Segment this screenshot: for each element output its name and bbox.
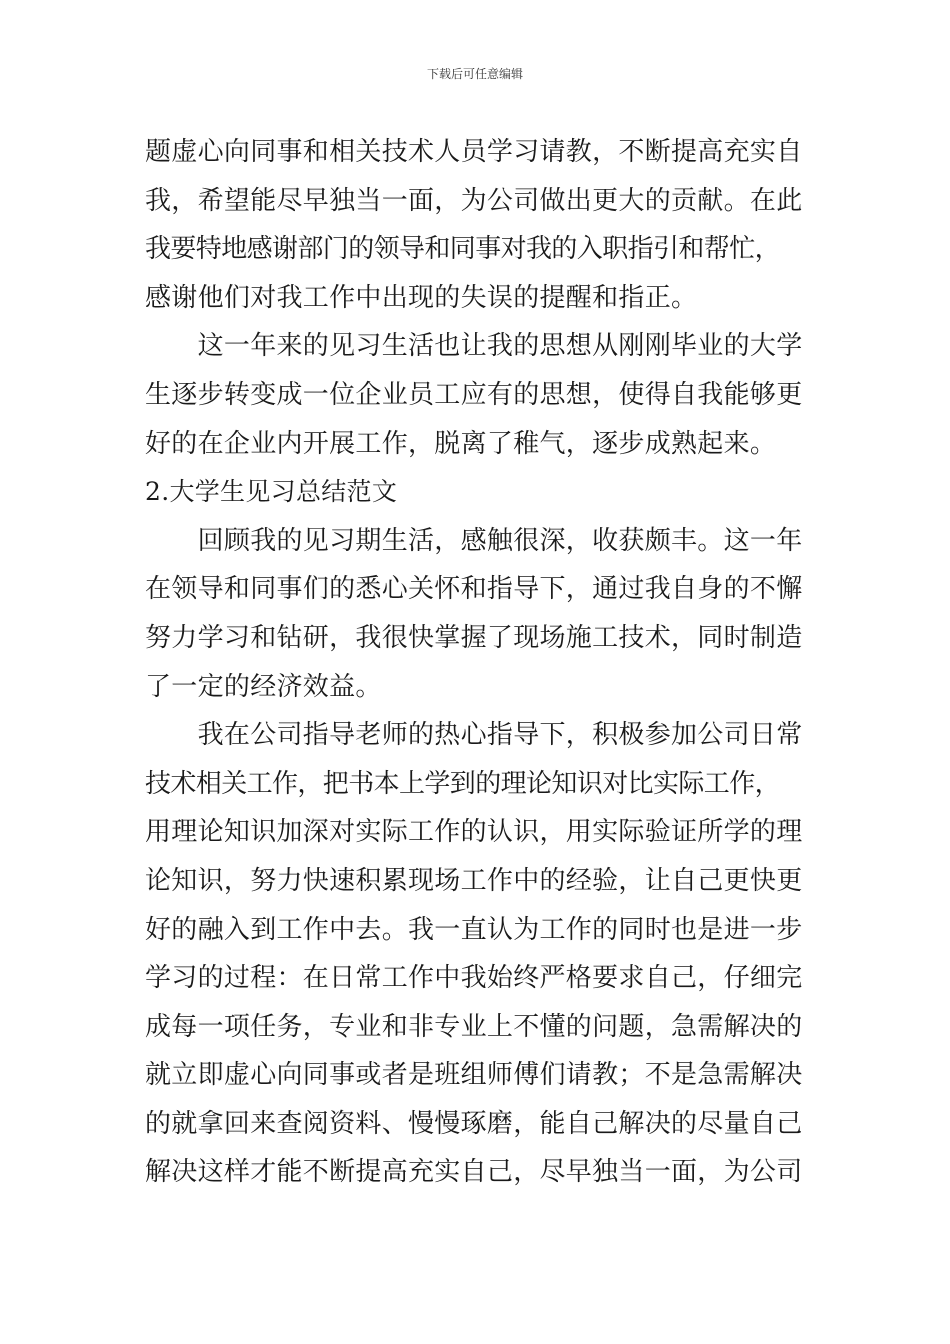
text-line: 学习的过程：在日常工作中我始终严格要求自己，仔细完: [145, 963, 803, 994]
page-header: 下载后可任意编辑: [426, 67, 523, 81]
text-line: 我要特地感谢部门的领导和同事对我的入职指引和帮忙，: [145, 234, 781, 265]
text-line: 感谢他们对我工作中出现的失误的提醒和指正。: [145, 282, 698, 313]
text-line: 技术相关工作，把书本上学到的理论知识对比实际工作，: [145, 768, 781, 799]
text-line: 成每一项任务，专业和非专业上不懂的问题，急需解决的: [145, 1011, 803, 1042]
text-line: 这一年来的见习生活也让我的思想从刚刚毕业的大学: [145, 331, 803, 362]
text-line: 努力学习和钻研，我很快掌握了现场施工技术，同时制造: [145, 622, 803, 653]
text-line: 在领导和同事们的悉心关怀和指导下，通过我自身的不懈: [145, 574, 803, 605]
text-line: 生逐步转变成一位企业员工应有的思想，使得自我能够更: [145, 379, 803, 410]
text-line: 解决这样才能不断提高充实自己，尽早独当一面，为公司: [145, 1157, 803, 1188]
text-line: 回顾我的见习期生活，感触很深，收获颇丰。这一年: [145, 525, 803, 556]
text-line: 的就拿回来查阅资料、慢慢琢磨，能自己解决的尽量自己: [145, 1108, 803, 1139]
text-line: 我在公司指导老师的热心指导下，积极参加公司日常: [145, 720, 803, 751]
document-body: [145, 128, 807, 1197]
text-line: 用理论知识加深对实际工作的认识，用实际验证所学的理: [145, 817, 803, 848]
section-heading: 2.大学生见习总结范文: [145, 477, 398, 507]
text-line: 就立即虚心向同事或者是班组师傅们请教；不是急需解决: [145, 1060, 803, 1091]
text-line: 论知识，努力快速积累现场工作中的经验，让自己更快更: [145, 865, 803, 896]
text-line: 好的融入到工作中去。我一直认为工作的同时也是进一步: [145, 914, 803, 945]
text-line: 了一定的经济效益。: [145, 671, 382, 702]
text-line: 好的在企业内开展工作，脱离了稚气，逐步成熟起来。: [145, 428, 777, 459]
text-line: 我，希望能尽早独当一面，为公司做出更大的贡献。在此: [145, 185, 803, 216]
text-line: 题虚心向同事和相关技术人员学习请教，不断提高充实自: [145, 137, 803, 167]
